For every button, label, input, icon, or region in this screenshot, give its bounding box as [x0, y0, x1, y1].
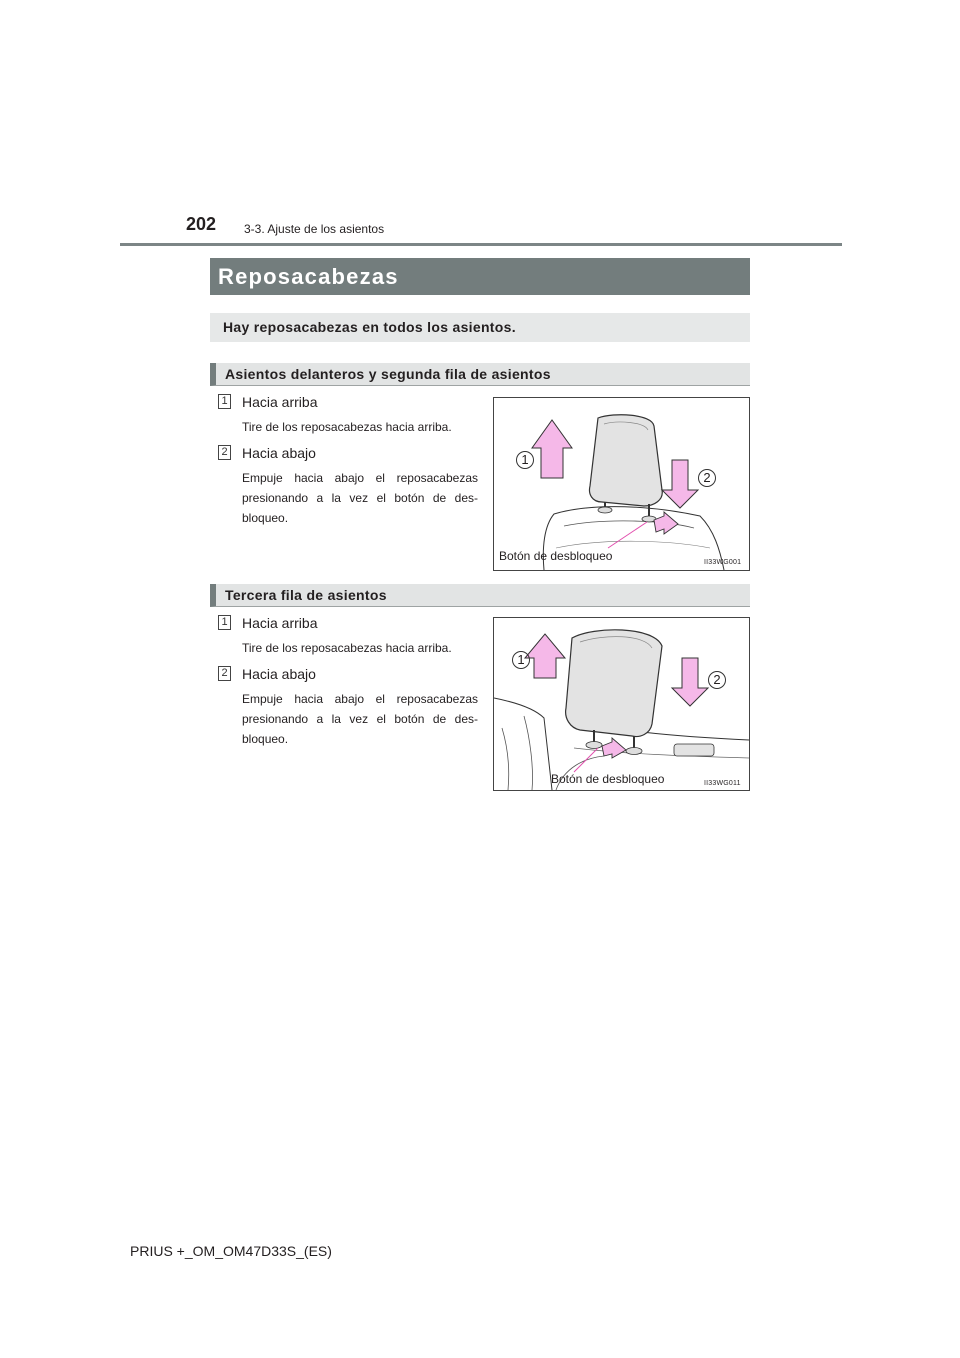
step-title: Hacia arriba	[242, 394, 318, 410]
header-rule	[120, 243, 842, 246]
headrest-figure-third-row	[493, 617, 750, 791]
section-heading-third-row: Tercera fila de asientos	[210, 584, 750, 607]
step-title: Hacia arriba	[242, 615, 318, 631]
headrest-figure-front	[493, 397, 750, 571]
callout-up: 1	[512, 651, 530, 669]
callout-down: 2	[708, 671, 726, 689]
step-number-badge: 2	[218, 666, 231, 681]
release-button-label: Botón de desbloqueo	[499, 549, 613, 563]
figure-code: II33WG011	[704, 780, 741, 787]
step-title: Hacia abajo	[242, 445, 316, 461]
step-text: Empuje hacia abajo el reposacabezas presionando a la vez el botón de des-bloqueo.	[242, 692, 478, 746]
step-number-badge: 1	[218, 615, 231, 630]
step-number-badge: 2	[218, 445, 231, 460]
document-footer: PRIUS +_OM_OM47D33S_(ES)	[130, 1243, 332, 1259]
step-text: Tire de los reposacabezas hacia arriba.	[242, 420, 452, 434]
headrest-illustration	[494, 618, 749, 790]
release-button-label: Botón de desbloqueo	[551, 772, 665, 786]
step-number-badge: 1	[218, 394, 231, 409]
callout-down: 2	[698, 469, 716, 487]
page-title: Reposacabezas	[210, 258, 750, 295]
intro-text: Hay reposacabezas en todos los asientos.	[210, 313, 750, 342]
section-heading-front: Asientos delanteros y segunda fila de asientos	[210, 363, 750, 386]
step-title: Hacia abajo	[242, 666, 316, 682]
chapter-title: 3-3. Ajuste de los asientos	[244, 222, 385, 236]
step-text: Empuje hacia abajo el reposacabezas presionando a la vez el botón de des-bloqueo.	[242, 471, 478, 525]
callout-up: 1	[516, 451, 534, 469]
step-text: Tire de los reposacabezas hacia arriba.	[242, 641, 452, 655]
page-number: 202	[186, 214, 217, 234]
figure-code: II33WG001	[704, 559, 742, 566]
